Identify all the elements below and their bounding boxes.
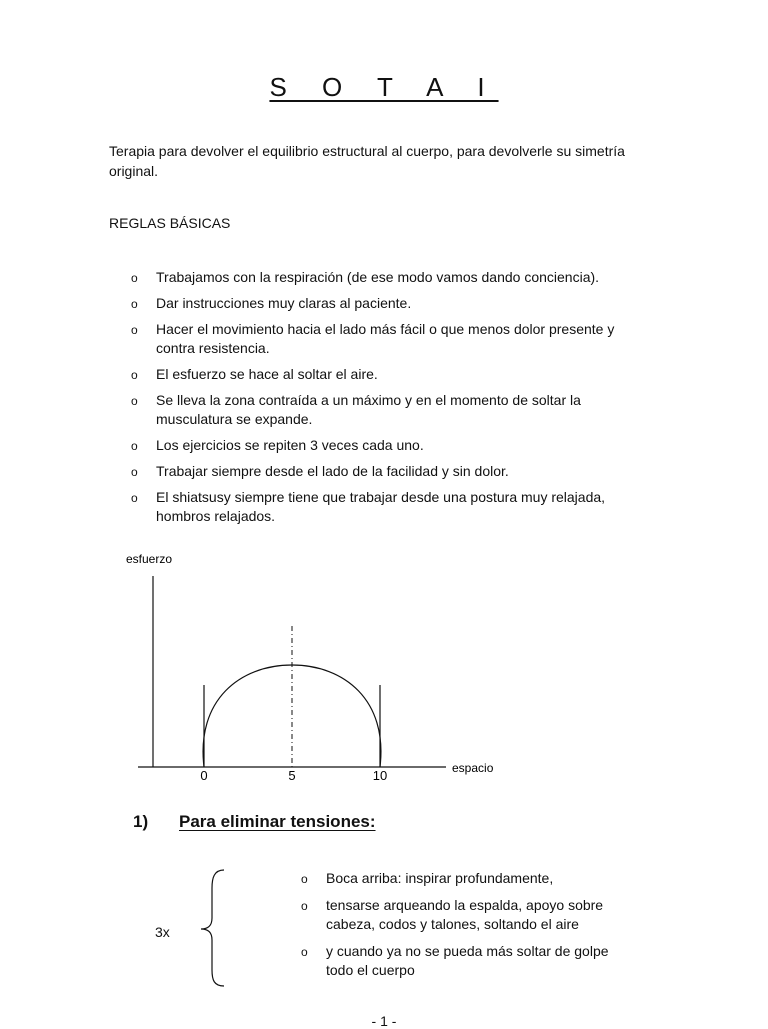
bullet-icon: o [131,368,138,382]
rules-heading: REGLAS BÁSICAS [109,215,231,231]
bullet-icon: o [301,872,308,886]
bullet-icon: o [131,297,138,311]
list-item [131,391,651,429]
y-axis-label: esfuerzo [126,552,173,566]
list-item [131,294,651,313]
section-heading [133,812,376,832]
list-item [131,268,651,287]
list-item [131,462,651,481]
page-title: S O T A I [269,72,499,102]
bullet-icon: o [131,323,138,337]
x-tick-label: 5 [288,768,296,783]
bullet-icon: o [301,945,308,959]
list-item [131,488,651,526]
list-item [131,436,651,455]
curly-brace [201,870,224,986]
x-tick-label: 0 [200,768,208,783]
steps-list [301,869,631,988]
x-tick-label: 10 [372,768,388,783]
intro-paragraph: Terapia para devolver el equilibrio estructural al cuerpo, para devolverle su simetría original. [109,143,625,179]
list-item-text: Hacer el movimiento hacia el lado más fácil o que menos dolor presente y contra resistencia. [156,321,615,356]
repeat-label: 3x [155,924,170,940]
list-item-text: tensarse arqueando la espalda, apoyo sobre cabeza, codos y talones, soltando el aire [326,897,604,932]
list-item-text: Los ejercicios se repiten 3 veces cada uno. [156,437,424,453]
bullet-icon: o [131,394,138,408]
list-item [301,869,631,888]
list-item [131,365,651,384]
section-title: Para eliminar tensiones: [179,812,376,831]
list-item-text: El esfuerzo se hace al soltar el aire. [156,366,378,382]
list-item-text: Dar instrucciones muy claras al paciente. [156,295,412,311]
bullet-icon: o [131,465,138,479]
bullet-icon: o [301,899,308,913]
section-number: 1) [133,812,149,831]
list-item-text: Se lleva la zona contraída a un máximo y en el momento de soltar la musculatura se expande. [156,392,581,427]
list-item-text: El shiatsusy siempre tiene que trabajar desde una postura muy relajada, hombros relajados. [156,489,606,524]
rules-list [131,268,651,533]
list-item [131,320,651,358]
list-item-text: y cuando ya no se pueda más soltar de golpe todo el cuerpo [326,943,609,978]
bullet-icon: o [131,491,138,505]
bullet-icon: o [131,439,138,453]
list-item [301,942,631,980]
effort-arc [203,665,381,767]
page-number: - 1 - [371,1013,397,1029]
list-item-text: Trabajamos con la respiración (de ese modo vamos dando conciencia). [156,269,600,285]
bullet-icon: o [131,271,138,285]
x-axis-label: espacio [452,761,494,775]
list-item [301,896,631,934]
list-item-text: Trabajar siempre desde el lado de la facilidad y sin dolor. [156,463,509,479]
list-item-text: Boca arriba: inspirar profundamente, [326,870,554,886]
